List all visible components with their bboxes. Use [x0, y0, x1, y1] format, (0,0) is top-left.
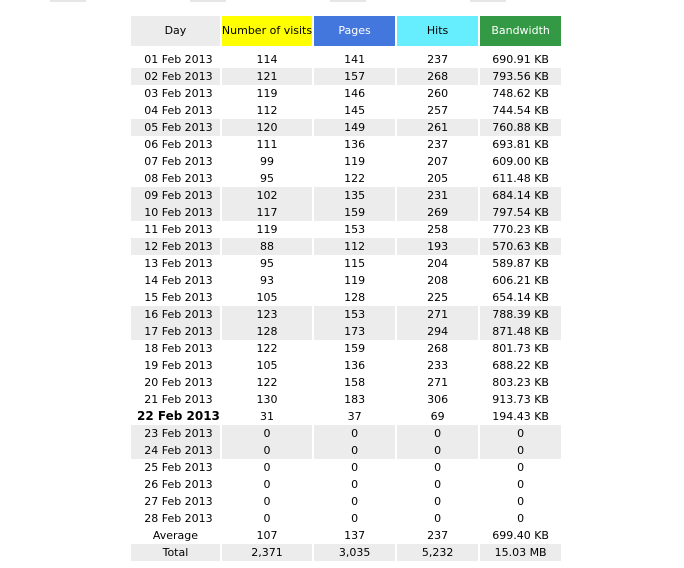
cell-day: 24 Feb 2013 [131, 442, 220, 459]
cell-day: 04 Feb 2013 [144, 104, 213, 117]
cell-day: 21 Feb 2013 [144, 393, 213, 406]
table-row [131, 459, 561, 476]
cell-visits: 123 [222, 306, 312, 323]
table-row [131, 221, 561, 238]
cell-pages: 153 [314, 306, 395, 323]
cell-pages: 149 [314, 119, 395, 136]
cell-pages: 153 [344, 223, 366, 236]
cell-hits: 260 [427, 87, 449, 100]
cell-hits: 0 [434, 461, 442, 474]
cell-hits: 205 [427, 172, 449, 185]
column-header-day: Day [131, 16, 220, 46]
table-row [131, 204, 561, 221]
cell-pages: 0 [351, 461, 359, 474]
cell-day: 23 Feb 2013 [131, 425, 220, 442]
cell-bandwidth: 589.87 KB [492, 257, 549, 270]
cell-bandwidth: 803.23 KB [492, 376, 549, 389]
cell-hits: 0 [434, 512, 442, 525]
cell-pages: 119 [344, 274, 366, 287]
table-row [131, 102, 561, 119]
cell-day: 14 Feb 2013 [144, 274, 213, 287]
cell-pages: 115 [344, 257, 366, 270]
table-row [131, 510, 561, 527]
cell-visits: 112 [256, 104, 278, 117]
cell-day: 08 Feb 2013 [144, 172, 213, 185]
cell-day: 27 Feb 2013 [144, 495, 213, 508]
cell-bandwidth: 770.23 KB [492, 223, 549, 236]
table-row [131, 272, 561, 289]
cell-visits: 0 [222, 442, 312, 459]
cell-bandwidth: 760.88 KB [480, 119, 561, 136]
table-row [131, 85, 561, 102]
table-row [131, 68, 561, 85]
cell-bandwidth: 793.56 KB [480, 68, 561, 85]
table-row [131, 255, 561, 272]
cell-bandwidth: 797.54 KB [480, 204, 561, 221]
cell-pages: 3,035 [314, 544, 395, 561]
cell-visits: 119 [256, 87, 278, 100]
cell-visits: 0 [263, 495, 271, 508]
cell-day: 10 Feb 2013 [131, 204, 220, 221]
table-row [131, 170, 561, 187]
cell-bandwidth: 0 [480, 442, 561, 459]
cell-visits: 107 [222, 527, 312, 544]
cell-day: 15 Feb 2013 [144, 291, 213, 304]
cell-day: 20 Feb 2013 [144, 376, 213, 389]
table-row [131, 119, 561, 136]
cell-hits: 204 [427, 257, 449, 270]
cell-bandwidth: 0 [480, 425, 561, 442]
cell-bandwidth: 788.39 KB [480, 306, 561, 323]
cell-visits: 117 [222, 204, 312, 221]
cell-visits: 128 [222, 323, 312, 340]
table-row [131, 408, 561, 425]
cell-pages: 136 [344, 138, 366, 151]
cell-pages: 141 [344, 53, 366, 66]
table-row [131, 289, 561, 306]
total-row [131, 544, 561, 561]
table-row [131, 493, 561, 510]
cell-visits: 122 [256, 342, 278, 355]
cell-pages: 159 [314, 204, 395, 221]
cell-hits: 207 [427, 155, 449, 168]
cell-visits: 0 [263, 512, 271, 525]
cell-pages: 146 [344, 87, 366, 100]
daily-rows [131, 51, 561, 527]
cell-bandwidth: 654.14 KB [492, 291, 549, 304]
cell-visits: 121 [222, 68, 312, 85]
table-row [131, 51, 561, 68]
cell-hits: 0 [397, 425, 478, 442]
cell-bandwidth: 801.73 KB [492, 342, 549, 355]
table-row [131, 238, 561, 255]
cell-day: 18 Feb 2013 [144, 342, 213, 355]
cell-bandwidth: 871.48 KB [480, 323, 561, 340]
cell-hits: 231 [397, 187, 478, 204]
cell-visits: 95 [260, 257, 274, 270]
cell-day: 03 Feb 2013 [144, 87, 213, 100]
table-row [131, 425, 561, 442]
table-row [131, 340, 561, 357]
cell-day: 22 Feb 2013 [137, 409, 220, 423]
cell-visits: 2,371 [222, 544, 312, 561]
table-row [131, 442, 561, 459]
cell-visits: 105 [256, 291, 278, 304]
cell-visits: 130 [256, 393, 278, 406]
cell-visits: 88 [222, 238, 312, 255]
cell-pages: 159 [344, 342, 366, 355]
cell-pages: 37 [347, 410, 362, 423]
cell-bandwidth: 0 [517, 512, 525, 525]
column-header-pages: Pages [314, 16, 395, 46]
cell-bandwidth: 570.63 KB [480, 238, 561, 255]
cell-pages: 112 [314, 238, 395, 255]
cell-visits: 93 [260, 274, 274, 287]
table-row [131, 136, 561, 153]
cell-hits: 261 [397, 119, 478, 136]
cell-visits: 105 [256, 359, 278, 372]
cell-day: Average [131, 527, 220, 544]
cell-bandwidth: 15.03 MB [480, 544, 561, 561]
cell-day: 25 Feb 2013 [144, 461, 213, 474]
cell-visits: 0 [263, 478, 271, 491]
cell-pages: 158 [344, 376, 366, 389]
cell-bandwidth: 0 [517, 495, 525, 508]
cell-pages: 145 [344, 104, 366, 117]
cell-day: 09 Feb 2013 [131, 187, 220, 204]
cell-hits: 0 [434, 478, 442, 491]
table-row [131, 323, 561, 340]
cell-pages: 0 [351, 495, 359, 508]
table-row [131, 357, 561, 374]
cell-hits: 269 [397, 204, 478, 221]
daily-stats-table [129, 16, 563, 561]
cell-bandwidth: 194.43 KB [492, 410, 549, 423]
cell-bandwidth: 690.91 KB [492, 53, 549, 66]
cell-visits: 99 [260, 155, 274, 168]
cell-bandwidth: 699.40 KB [480, 527, 561, 544]
cell-bandwidth: 693.81 KB [492, 138, 549, 151]
table-row [131, 391, 561, 408]
summary-rows [131, 527, 561, 561]
cell-hits: 0 [397, 442, 478, 459]
column-header-hits: Hits [397, 16, 478, 46]
cell-bandwidth: 0 [517, 478, 525, 491]
cell-day: 07 Feb 2013 [144, 155, 213, 168]
cell-visits: 0 [263, 461, 271, 474]
cell-day: 19 Feb 2013 [144, 359, 213, 372]
cell-visits: 0 [222, 425, 312, 442]
cell-hits: 237 [427, 138, 449, 151]
cell-hits: 233 [427, 359, 449, 372]
cell-pages: 0 [351, 478, 359, 491]
cell-day: 13 Feb 2013 [144, 257, 213, 270]
column-header-visits: Number of visits [222, 16, 312, 46]
cell-hits: 294 [397, 323, 478, 340]
cell-day: 16 Feb 2013 [131, 306, 220, 323]
cell-visits: 114 [256, 53, 278, 66]
cell-hits: 225 [427, 291, 449, 304]
cell-bandwidth: 744.54 KB [492, 104, 549, 117]
cell-day: 02 Feb 2013 [131, 68, 220, 85]
cell-hits: 237 [427, 53, 449, 66]
cell-pages: 0 [351, 512, 359, 525]
cell-hits: 271 [427, 376, 449, 389]
cell-bandwidth: 609.00 KB [492, 155, 549, 168]
cell-pages: 122 [344, 172, 366, 185]
cell-hits: 237 [397, 527, 478, 544]
cell-hits: 193 [397, 238, 478, 255]
cell-hits: 208 [427, 274, 449, 287]
cell-day: 05 Feb 2013 [131, 119, 220, 136]
cell-pages: 183 [344, 393, 366, 406]
cell-visits: 95 [260, 172, 274, 185]
cell-bandwidth: 0 [517, 461, 525, 474]
cell-day: 11 Feb 2013 [144, 223, 213, 236]
cell-hits: 257 [427, 104, 449, 117]
cell-pages: 0 [314, 442, 395, 459]
cell-day: 12 Feb 2013 [131, 238, 220, 255]
cell-pages: 137 [314, 527, 395, 544]
cell-visits: 119 [256, 223, 278, 236]
cell-hits: 5,232 [397, 544, 478, 561]
cell-pages: 173 [314, 323, 395, 340]
average-row [131, 527, 561, 544]
cell-day: Total [131, 544, 220, 561]
cell-hits: 306 [427, 393, 449, 406]
table-row [131, 306, 561, 323]
cell-visits: 31 [260, 410, 274, 423]
cell-visits: 120 [222, 119, 312, 136]
cell-bandwidth: 684.14 KB [480, 187, 561, 204]
cell-pages: 128 [344, 291, 366, 304]
cell-hits: 258 [427, 223, 449, 236]
cell-visits: 122 [256, 376, 278, 389]
cell-bandwidth: 748.62 KB [492, 87, 549, 100]
cell-pages: 0 [314, 425, 395, 442]
cell-bandwidth: 611.48 KB [492, 172, 549, 185]
cell-pages: 136 [344, 359, 366, 372]
cell-day: 01 Feb 2013 [144, 53, 213, 66]
cell-pages: 135 [314, 187, 395, 204]
cell-visits: 111 [256, 138, 278, 151]
cell-pages: 119 [344, 155, 366, 168]
cell-pages: 157 [314, 68, 395, 85]
cell-hits: 69 [430, 410, 445, 423]
cell-bandwidth: 606.21 KB [492, 274, 549, 287]
header-row [131, 16, 561, 46]
column-header-bandwidth: Bandwidth [480, 16, 561, 46]
table-row [131, 476, 561, 493]
table-row [131, 374, 561, 391]
cell-day: 28 Feb 2013 [144, 512, 213, 525]
cell-hits: 268 [397, 68, 478, 85]
cell-hits: 271 [397, 306, 478, 323]
table-row [131, 153, 561, 170]
cell-hits: 268 [427, 342, 449, 355]
cell-bandwidth: 688.22 KB [492, 359, 549, 372]
cell-visits: 102 [222, 187, 312, 204]
cell-day: 06 Feb 2013 [144, 138, 213, 151]
table-row [131, 187, 561, 204]
cell-bandwidth: 913.73 KB [492, 393, 549, 406]
cell-hits: 0 [434, 495, 442, 508]
cell-day: 26 Feb 2013 [144, 478, 213, 491]
top-border-fragments [0, 0, 684, 3]
cell-day: 17 Feb 2013 [131, 323, 220, 340]
